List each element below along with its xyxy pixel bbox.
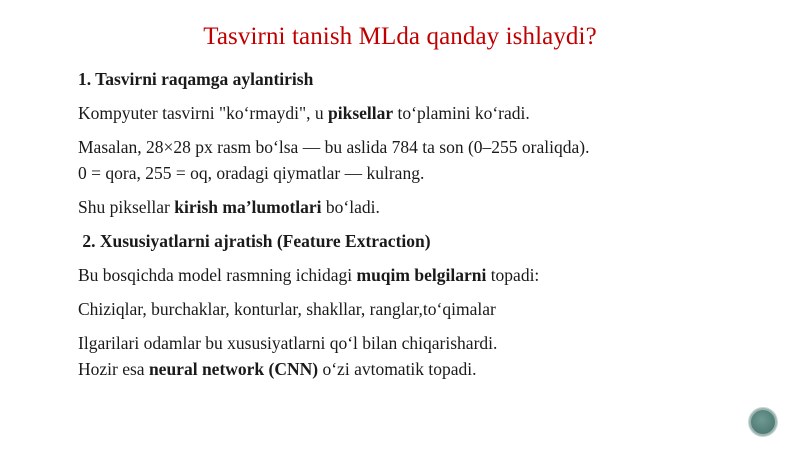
section1-paragraph1: Kompyuter tasvirni "ko‘rmaydi", u piksellar to‘plamini ko‘radi. (78, 103, 530, 123)
section1-heading: 1. Tasvirni raqamga aylantirish (78, 69, 314, 89)
section1-paragraph3: Shu piksellar kirish ma’lumotlari bo‘ladi. (78, 197, 380, 217)
slide-title: Tasvirni tanish MLda qanday ishlaydi? (203, 23, 597, 50)
slide-content (78, 66, 778, 382)
section2-paragraph3-line2: Hozir esa neural network (CNN) o‘zi avtomatik topadi. (78, 359, 477, 379)
section2-paragraph1: Bu bosqichda model rasmning ichidagi muqim belgilarni topadi: (78, 265, 540, 285)
section2-paragraph2: Chiziqlar, burchaklar, konturlar, shakllar, ranglar,to‘qimalar (78, 299, 496, 319)
section2-paragraph3-line1: Ilgarilari odamlar bu xususiyatlarni qo‘l bilan chiqarishardi. (78, 333, 498, 353)
section1-paragraph2-line1: Masalan, 28×28 px rasm bo‘lsa — bu aslida 784 ta son (0–255 oraliqda). (78, 137, 590, 157)
section1-paragraph2-line2: 0 = qora, 255 = oq, oradagi qiymatlar — kulrang. (78, 163, 425, 183)
circle-nav-button[interactable] (749, 408, 777, 436)
section2-heading: 2. Xususiyatlarni ajratish (Feature Extraction) (78, 231, 431, 251)
